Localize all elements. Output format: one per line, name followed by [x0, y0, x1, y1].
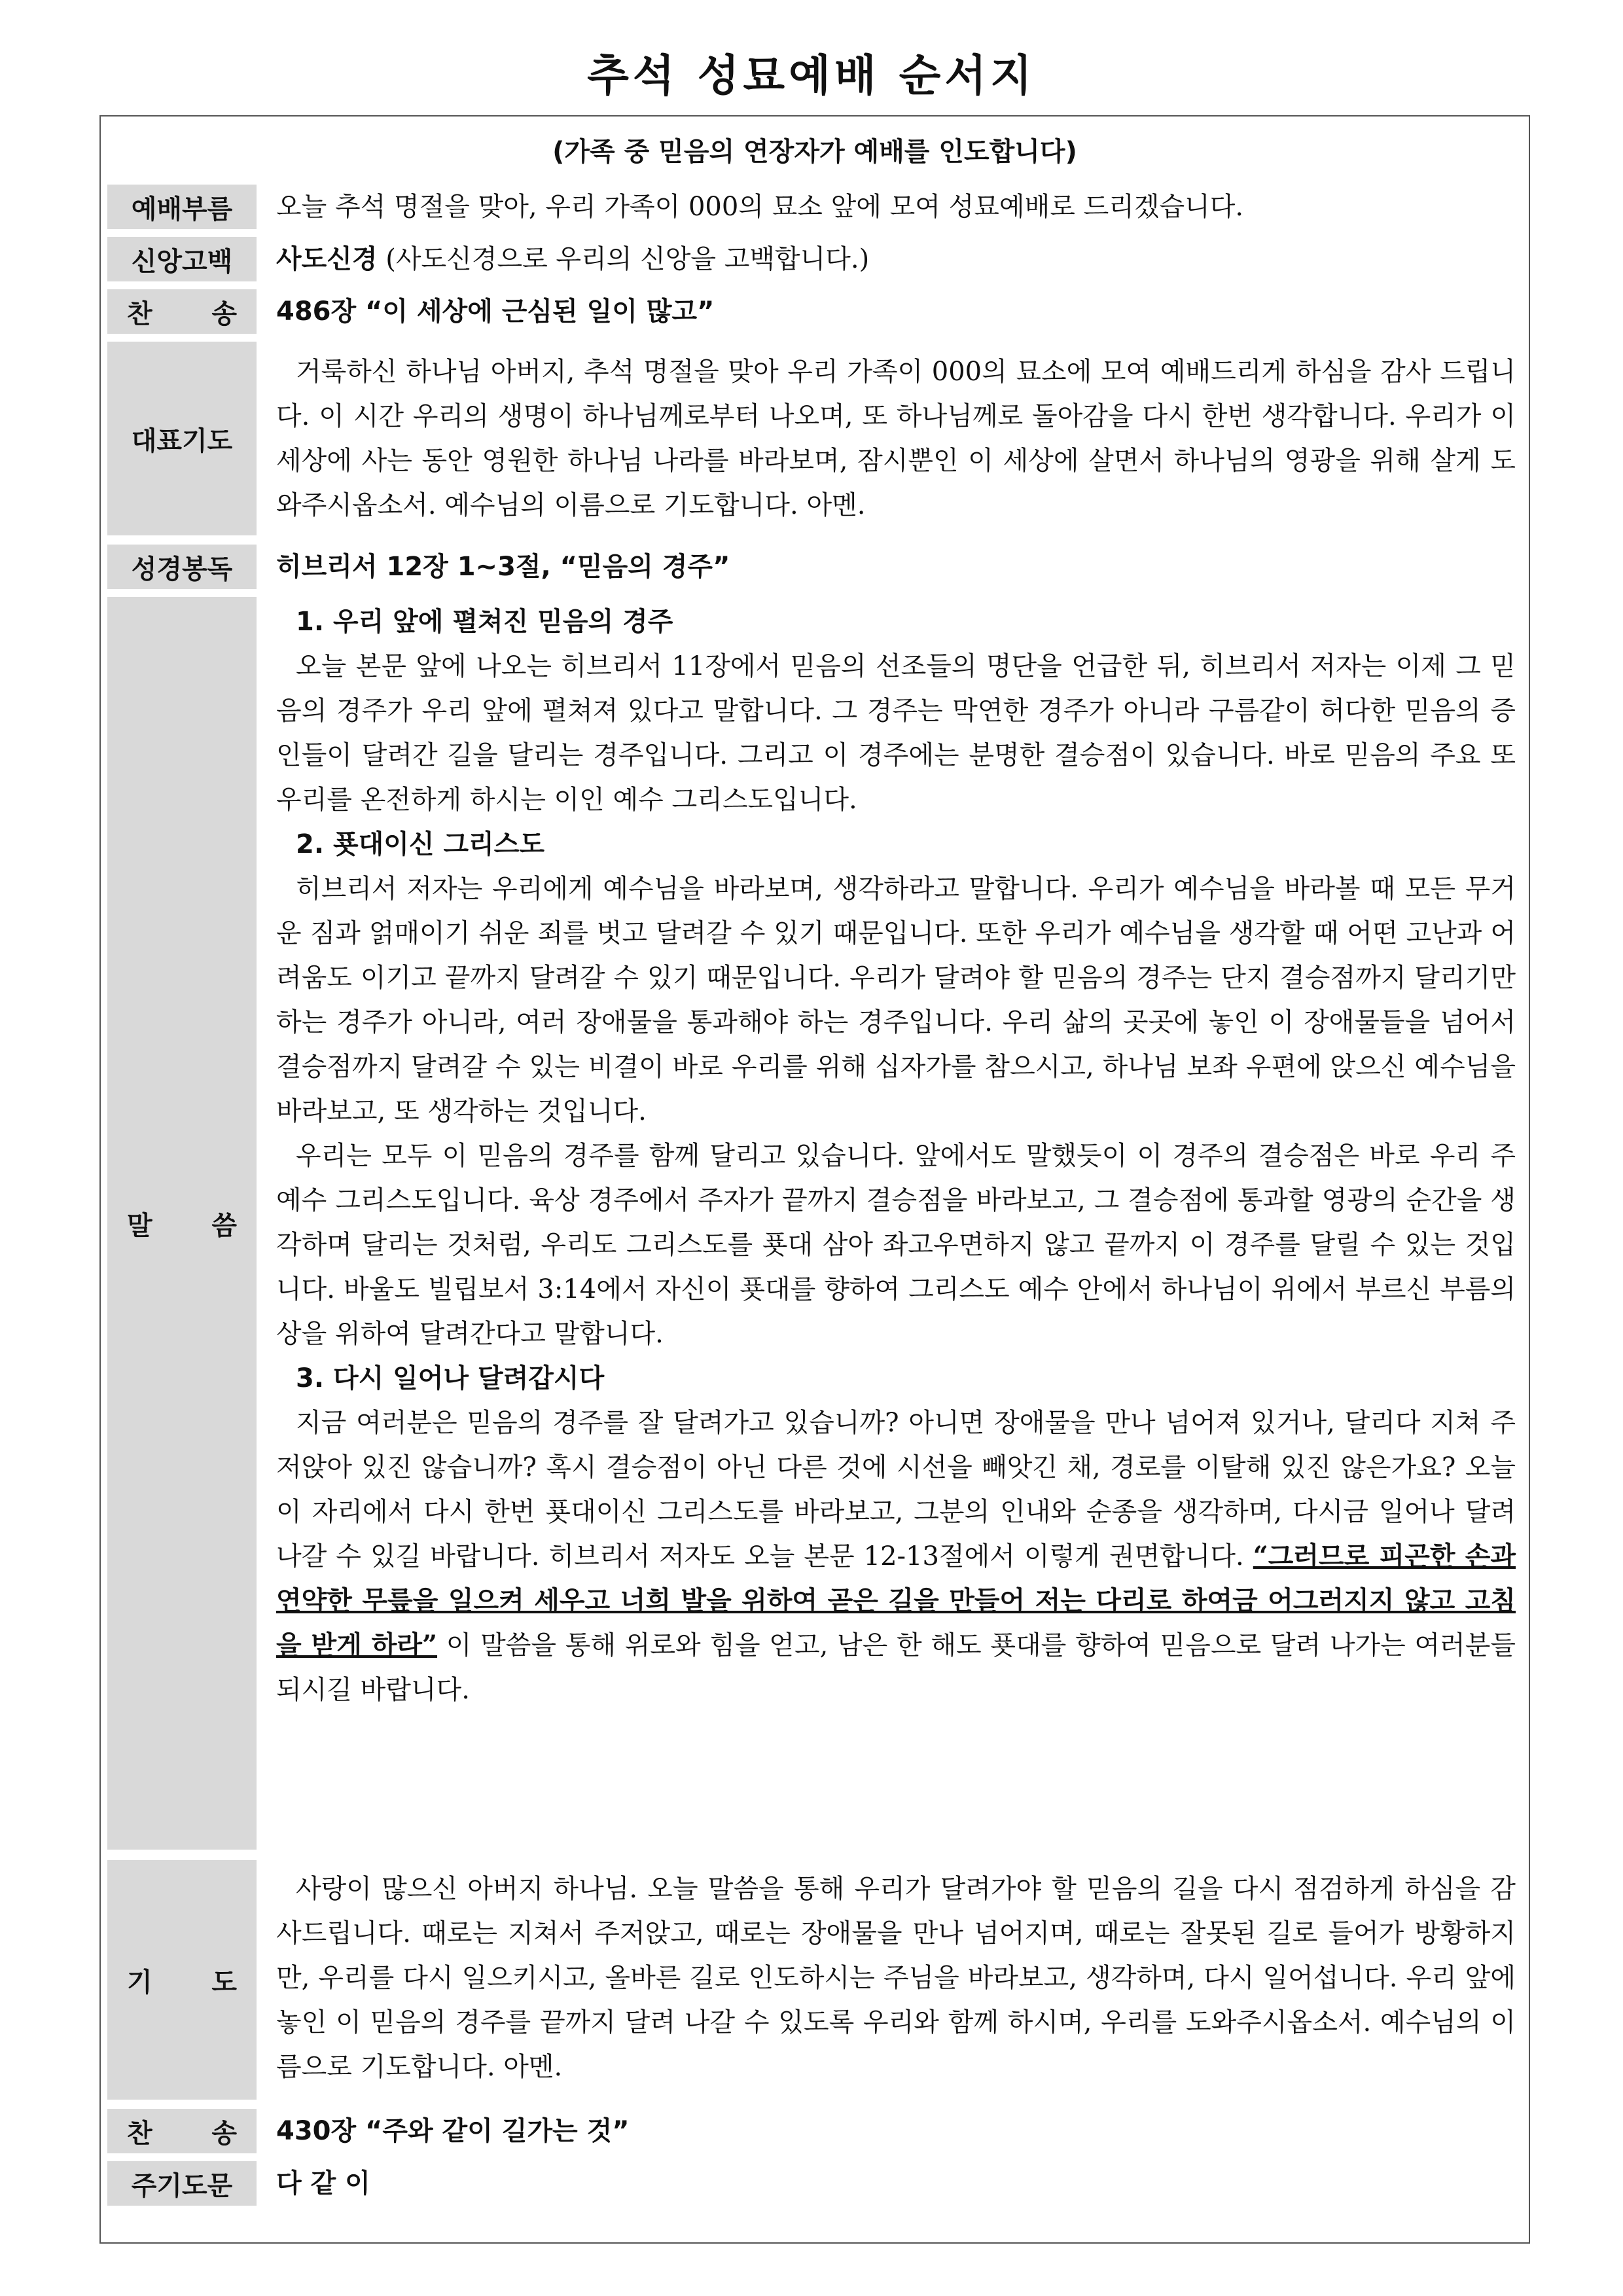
label-call-to-worship: 예배부름	[107, 185, 257, 229]
label-creed: 신앙고백	[107, 237, 257, 281]
prayer-content	[276, 1867, 1516, 2100]
page-title: 추석 성묘예배 순서지	[587, 50, 1036, 101]
label-sermon-char-2: 씀	[211, 1210, 237, 1241]
row-creed	[107, 237, 1522, 281]
sermon-paragraph-3: 우리는 모두 이 믿음의 경주를 함께 달리고 있습니다. 앞에서도 말했듯이 이 경주의 결승점은 바로 우리 주 예수 그리스도입니다. 육상 경주에서 주자가 끝까지 결승점을 바라보고, 그 결승점에 통과할 영광의 순간을 생각하며 달리는 것처럼, 우리도 그리스도를 푯대 삼아 좌고우면하지 않고 끝까지 이 경주를 달릴 수 있는 것입니다. 바울도 빌립보서 3:14에서 자신이 푯대를 향하여 그리스도 예수 안에서 하나님이 위에서 부르신 부름의 상을 위하여 달려간다고 말합니다.	[276, 1141, 1516, 1349]
sermon-paragraph-1: 오늘 본문 앞에 나오는 히브리서 11장에서 믿음의 선조들의 명단을 언급한 뒤, 히브리서 저자는 이제 그 믿음의 경주가 우리 앞에 펼쳐져 있다고 말합니다. 그 경주는 막연한 경주가 아니라 구름같이 허다한 믿음의 증인들이 달려간 길을 달리는 경주입니다. 그리고 이 경주에는 분명한 결승점이 있습니다. 바로 믿음의 주요 또 우리를 온전하게 하시는 이인 예수 그리스도입니다.	[276, 651, 1516, 815]
row-representative-prayer	[107, 342, 1522, 535]
scripture-text: 히브리서 12장 1~3절, “믿음의 경주”	[276, 552, 730, 582]
label-hymn-1-char-1: 찬	[127, 298, 152, 329]
row-prayer	[107, 1860, 1522, 2100]
label-prayer-char-1: 기	[127, 1967, 152, 1998]
sermon-heading-2: 2. 푯대이신 그리스도	[296, 829, 544, 859]
prayer-text: 사랑이 많으신 아버지 하나님. 오늘 말씀을 통해 우리가 달려가야 할 믿음의 길을 다시 점검하게 하심을 감사드립니다. 때로는 지쳐서 주저앉고, 때로는 장애물을 만나 넘어지며, 때로는 잘못된 길로 들어가 방황하지만, 우리를 다시 일으키시고, 올바른 길로 인도하시는 주님을 바라보고, 생각하며, 다시 일어섭니다. 우리 앞에 놓인 이 믿음의 경주를 끝까지 달려 나갈 수 있도록 우리와 함께 하시며, 우리를 도와주시옵소서. 예수님의 이름으로 기도합니다. 아멘.	[276, 1874, 1516, 2082]
label-representative-prayer: 대표기도	[107, 342, 257, 535]
label-hymn-2-char-2: 송	[211, 2118, 237, 2149]
label-hymn-1-char-2: 송	[211, 298, 237, 329]
call-to-worship-text: 오늘 추석 명절을 맞아, 우리 가족이 000의 묘소 앞에 모여 성묘예배로 드리겠습니다.	[276, 192, 1244, 222]
row-lords-prayer	[107, 2161, 1522, 2206]
row-call-to-worship	[107, 185, 1522, 229]
creed-content	[276, 237, 1516, 281]
label-prayer	[107, 1860, 257, 2100]
row-sermon	[107, 597, 1522, 1850]
label-prayer-char-2: 도	[211, 1967, 237, 1998]
row-scripture	[107, 545, 1522, 589]
sermon-paragraph-2: 히브리서 저자는 우리에게 예수님을 바라보며, 생각하라고 말합니다. 우리가 예수님을 바라볼 때 모든 무거운 짐과 얽매이기 쉬운 죄를 벗고 달려갈 수 있기 때문입니다. 또한 우리가 예수님을 생각할 때 어떤 고난과 어려움도 이기고 끝까지 달려갈 수 있기 때문입니다. 우리가 달려야 할 믿음의 경주는 단지 결승점까지 달리기만 하는 경주가 아니라, 여러 장애물을 통과해야 하는 경주입니다. 우리 삶의 곳곳에 놓인 이 장애물들을 넘어서 결승점까지 달려갈 수 있는 비결이 바로 우리를 위해 십자가를 참으시고, 하나님 보좌 우편에 앉으신 예수님을 바라보고, 또 생각하는 것입니다.	[276, 874, 1516, 1126]
sermon-paragraph-4-outro: 이 말씀을 통해 위로와 힘을 얻고, 남은 한 해도 푯대를 향하여 믿음으로 달려 나가는 여러분들 되시길 바랍니다.	[276, 1630, 1516, 1705]
representative-prayer-content	[276, 350, 1516, 535]
sermon-content	[276, 600, 1516, 1850]
row-hymn-2	[107, 2109, 1522, 2153]
sermon-heading-1: 1. 우리 앞에 펼쳐진 믿음의 경주	[296, 607, 673, 637]
subtitle: (가족 중 믿음의 연장자가 예배를 인도합니다)	[552, 137, 1077, 167]
label-lords-prayer: 주기도문	[107, 2161, 257, 2206]
sermon-paragraph-4-intro: 지금 여러분은 믿음의 경주를 잘 달려가고 있습니까? 아니면 장애물을 만나 넘어져 있거나, 달리다 지쳐 주저앉아 있진 않습니까? 혹시 결승점이 아닌 다른 것에 시선을 빼앗긴 채, 경로를 이탈해 있진 않은가요? 오늘 이 자리에서 다시 한번 푯대이신 그리스도를 바라보고, 그분의 인내와 순종을 생각하며, 다시금 일어나 달려 나갈 수 있길 바랍니다. 히브리서 저자도 오늘 본문 12-13절에서 이렇게 권면합니다.	[276, 1408, 1516, 1571]
label-sermon	[107, 597, 257, 1850]
creed-name: 사도신경	[276, 244, 378, 274]
label-hymn-2	[107, 2109, 257, 2153]
row-hymn-1	[107, 289, 1522, 334]
hymn-1-text: 486장 “이 세상에 근심된 일이 많고”	[276, 296, 715, 327]
representative-prayer-text: 거룩하신 하나님 아버지, 추석 명절을 맞아 우리 가족이 000의 묘소에 모여 예배드리게 하심을 감사 드립니다. 이 시간 우리의 생명이 하나님께로부터 나오며, 또 하나님께로 돌아감을 다시 한번 생각합니다. 우리가 이 세상에 사는 동안 영원한 하나님 나라를 바라보며, 잠시뿐인 이 세상에 살면서 하나님의 영광을 위해 살게 도와주시옵소서. 예수님의 이름으로 기도합니다. 아멘.	[276, 357, 1516, 520]
creed-note: (사도신경으로 우리의 신앙을 고백합니다.)	[377, 244, 870, 274]
hymn-2-text: 430장 “주와 같이 길가는 것”	[276, 2116, 630, 2146]
label-scripture: 성경봉독	[107, 545, 257, 589]
sermon-paragraph-4	[276, 1401, 1516, 1712]
label-hymn-1	[107, 289, 257, 334]
order-of-worship-table	[99, 115, 1530, 2244]
label-hymn-2-char-1: 찬	[127, 2118, 152, 2149]
label-sermon-char-1: 말	[127, 1210, 152, 1241]
lords-prayer-text: 다 같 이	[276, 2168, 370, 2198]
scripture-quote: “그러므로 피곤한 손과 연약한 무릎을 일으켜 세우고 너희 발을 위하여 곧은 길을 만들어 저는 다리로 하여금 어그러지지 않고 고침을 받게 하라”	[276, 1541, 1516, 1660]
sermon-heading-3: 3. 다시 일어나 달려갑시다	[296, 1363, 605, 1393]
